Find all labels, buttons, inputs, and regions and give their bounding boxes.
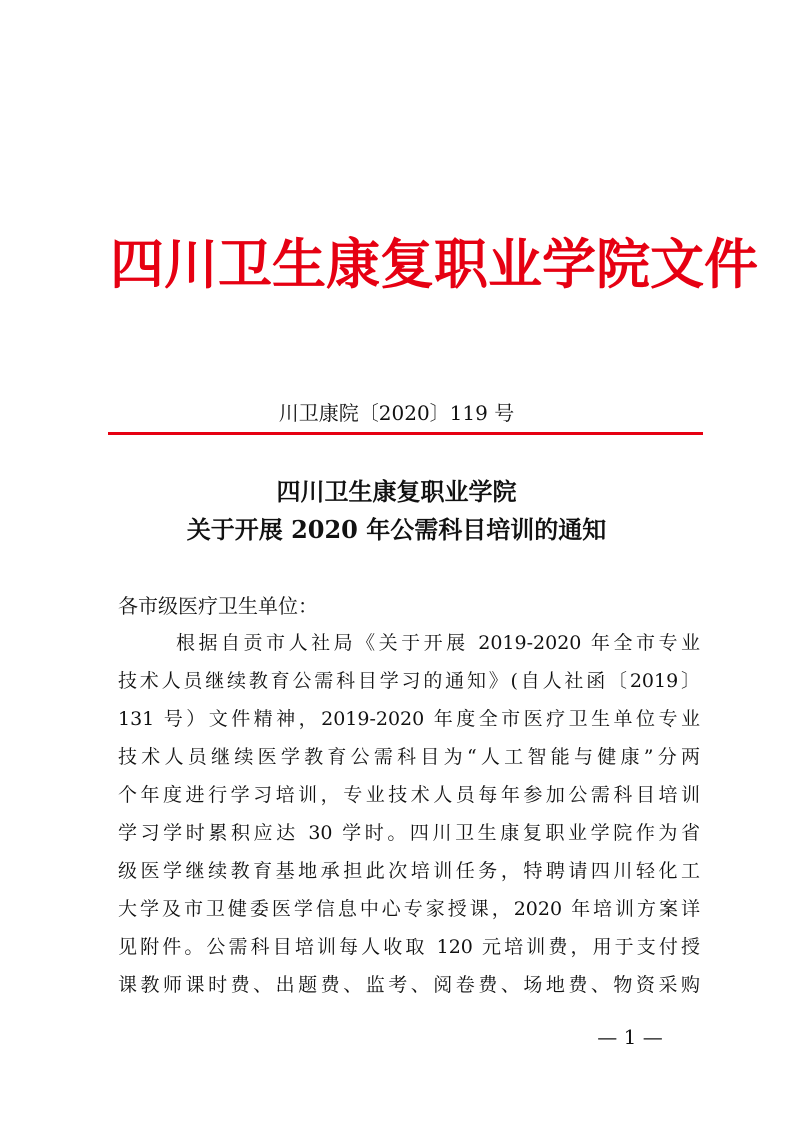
- page-number: — 1 —: [597, 1025, 663, 1049]
- body-line: 见附件。公需科目培训每人收取 120 元培训费，用于支付授: [118, 936, 700, 958]
- body-line: 课教师课时费、出题费、监考、阅卷费、场地费、物资采购: [118, 974, 700, 996]
- body-line: 大学及市卫健委医学信息中心专家授课，2020 年培训方案详: [118, 898, 700, 920]
- red-divider-line: [108, 432, 703, 435]
- body-line: 个年度进行学习培训，专业技术人员每年参加公需科目培训: [118, 784, 700, 806]
- body-line: 131 号）文件精神，2019-2020 年度全市医疗卫生单位专业: [118, 708, 700, 730]
- notice-title-line-1: 四川卫生康复职业学院: [276, 477, 517, 506]
- body-line: 技术人员继续教育公需科目学习的通知》(自人社函〔2019〕: [118, 670, 700, 692]
- body-line: 技术人员继续医学教育公需科目为“人工智能与健康”分两: [118, 746, 700, 768]
- body-line: 学习学时累积应达 30 学时。四川卫生康复职业学院作为省: [118, 822, 700, 844]
- salutation: 各市级医疗卫生单位：: [118, 594, 318, 618]
- body-line: 级医学继续教育基地承担此次培训任务，特聘请四川轻化工: [118, 860, 700, 882]
- document-number: 川卫康院〔2020〕119 号: [278, 401, 515, 425]
- body-line: 根据自贡市人社局《关于开展 2019-2020 年全市专业: [176, 632, 700, 654]
- red-letterhead-title: 四川卫生康复职业学院文件: [110, 232, 758, 296]
- notice-title-line-2: 关于开展 2020 年公需科目培训的通知: [186, 515, 607, 544]
